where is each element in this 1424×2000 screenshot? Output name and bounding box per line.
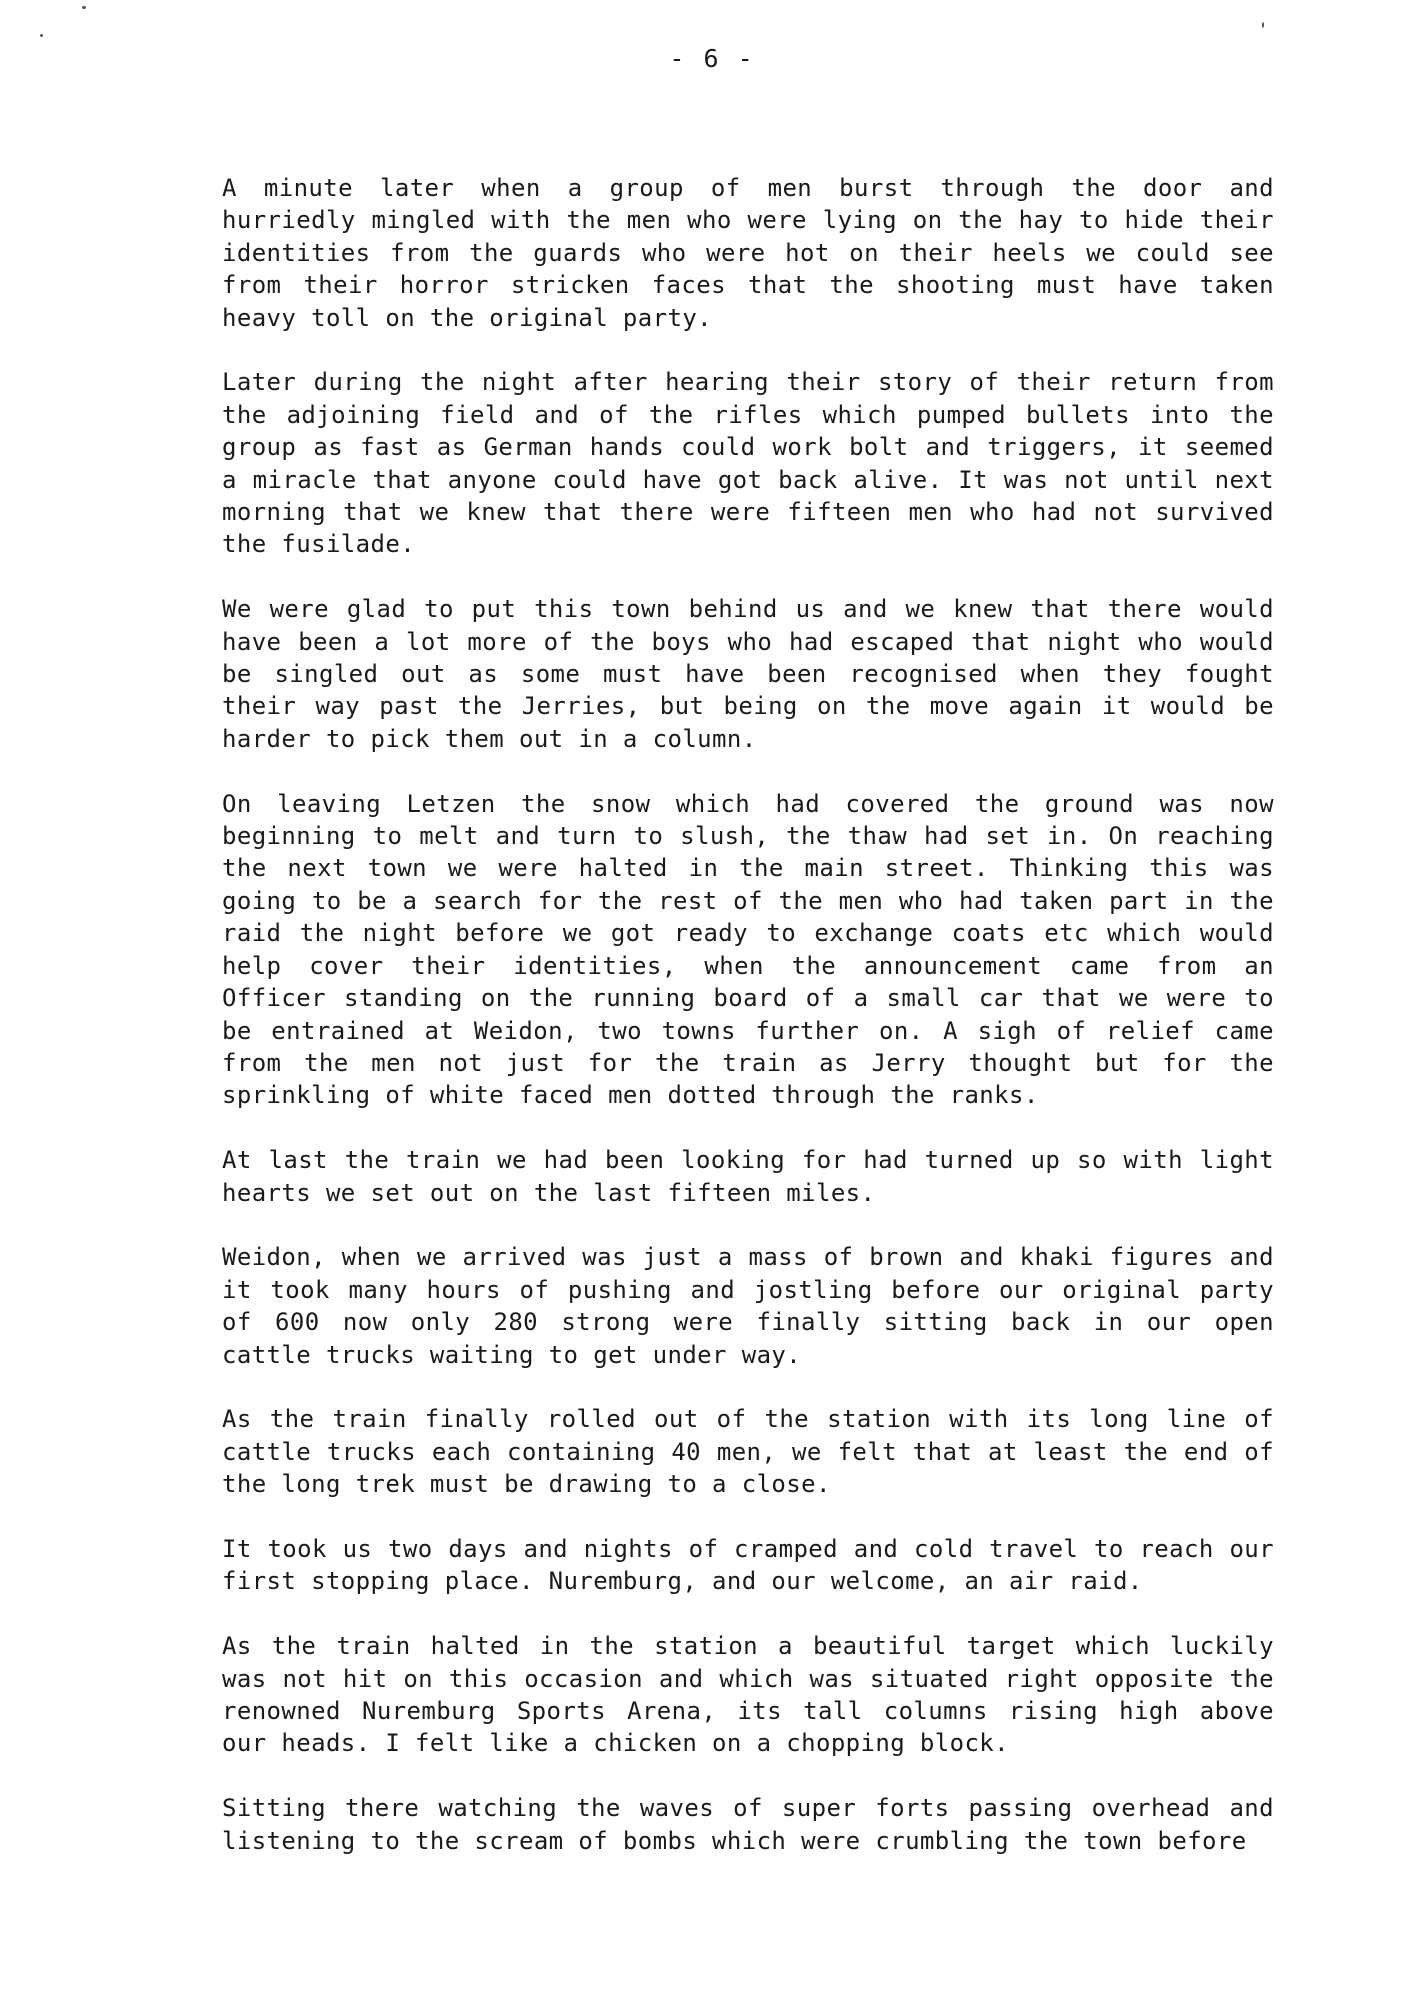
document-body [222,172,1274,1889]
scan-speck [40,34,43,37]
paragraph: On leaving Letzen the snow which had covered the ground was now beginning to melt and turn to slush, the thaw had set in. On reaching the next town we were halted in the main street. Thinking this was going to be a search for the rest of the men who had taken part in the raid the night before we got ready to exchange coats etc which would help cover their identities, when the announcement came from an Officer standing on the running board of a small car that we were to be entrained at Weidon, two towns further on. A sigh of relief came from the men not just for the train as Jerry thought but for the sprinkling of white faced men dotted through the ranks. [222,789,1274,1110]
page-number: - 6 - [669,44,755,73]
paragraph: It took us two days and nights of cramped and cold travel to reach our first stopping place. Nuremburg, and our welcome, an air raid. [222,1534,1274,1596]
paragraph: Later during the night after hearing their story of their return from the adjoining field and of the rifles which pumped bullets into the group as fast as German hands could work bolt and triggers, it seemed a miracle that anyone could have got back alive. It was not until next morning that we knew that there were fifteen men who had not survived the fusilade. [222,368,1274,559]
paragraph: A minute later when a group of men burst through the door and hurriedly mingled with the men who were lying on the hay to hide their identities from the guards who were hot on their heels we could see from their horror stricken faces that the shooting must have taken heavy toll on the original party. [222,174,1274,332]
paragraph: As the train halted in the station a beautiful target which luckily was not hit on this occasion and which was situated right opposite the renowned Nuremburg Sports Arena, its tall columns rising high above our heads. I felt like a chicken on a chopping block. [222,1632,1274,1758]
paragraph: Sitting there watching the waves of super forts passing overhead and listening to the scream of bombs which were crumbling the town before [222,1794,1274,1855]
paragraph: As the train finally rolled out of the station with its long line of cattle trucks each containing 40 men, we felt that at least the end of the long trek must be drawing to a close. [222,1405,1274,1499]
paragraph: At last the train we had been looking for had turned up so with light hearts we set out on the last fifteen miles. [222,1146,1274,1207]
paragraph: Weidon, when we arrived was just a mass of brown and khaki figures and it took many hours of pushing and jostling before our original party of 600 now only 280 strong were finally sitting back in our open cattle trucks waiting to get under way. [222,1243,1274,1369]
scan-speck [1262,22,1264,28]
paragraph: We were glad to put this town behind us and we knew that there would have been a lot more of the boys who had escaped that night who would be singled out as some must have been recognised when they fought their way past the Jerries, but being on the move again it would be harder to pick them out in a column. [222,595,1274,753]
scan-speck [82,6,86,9]
